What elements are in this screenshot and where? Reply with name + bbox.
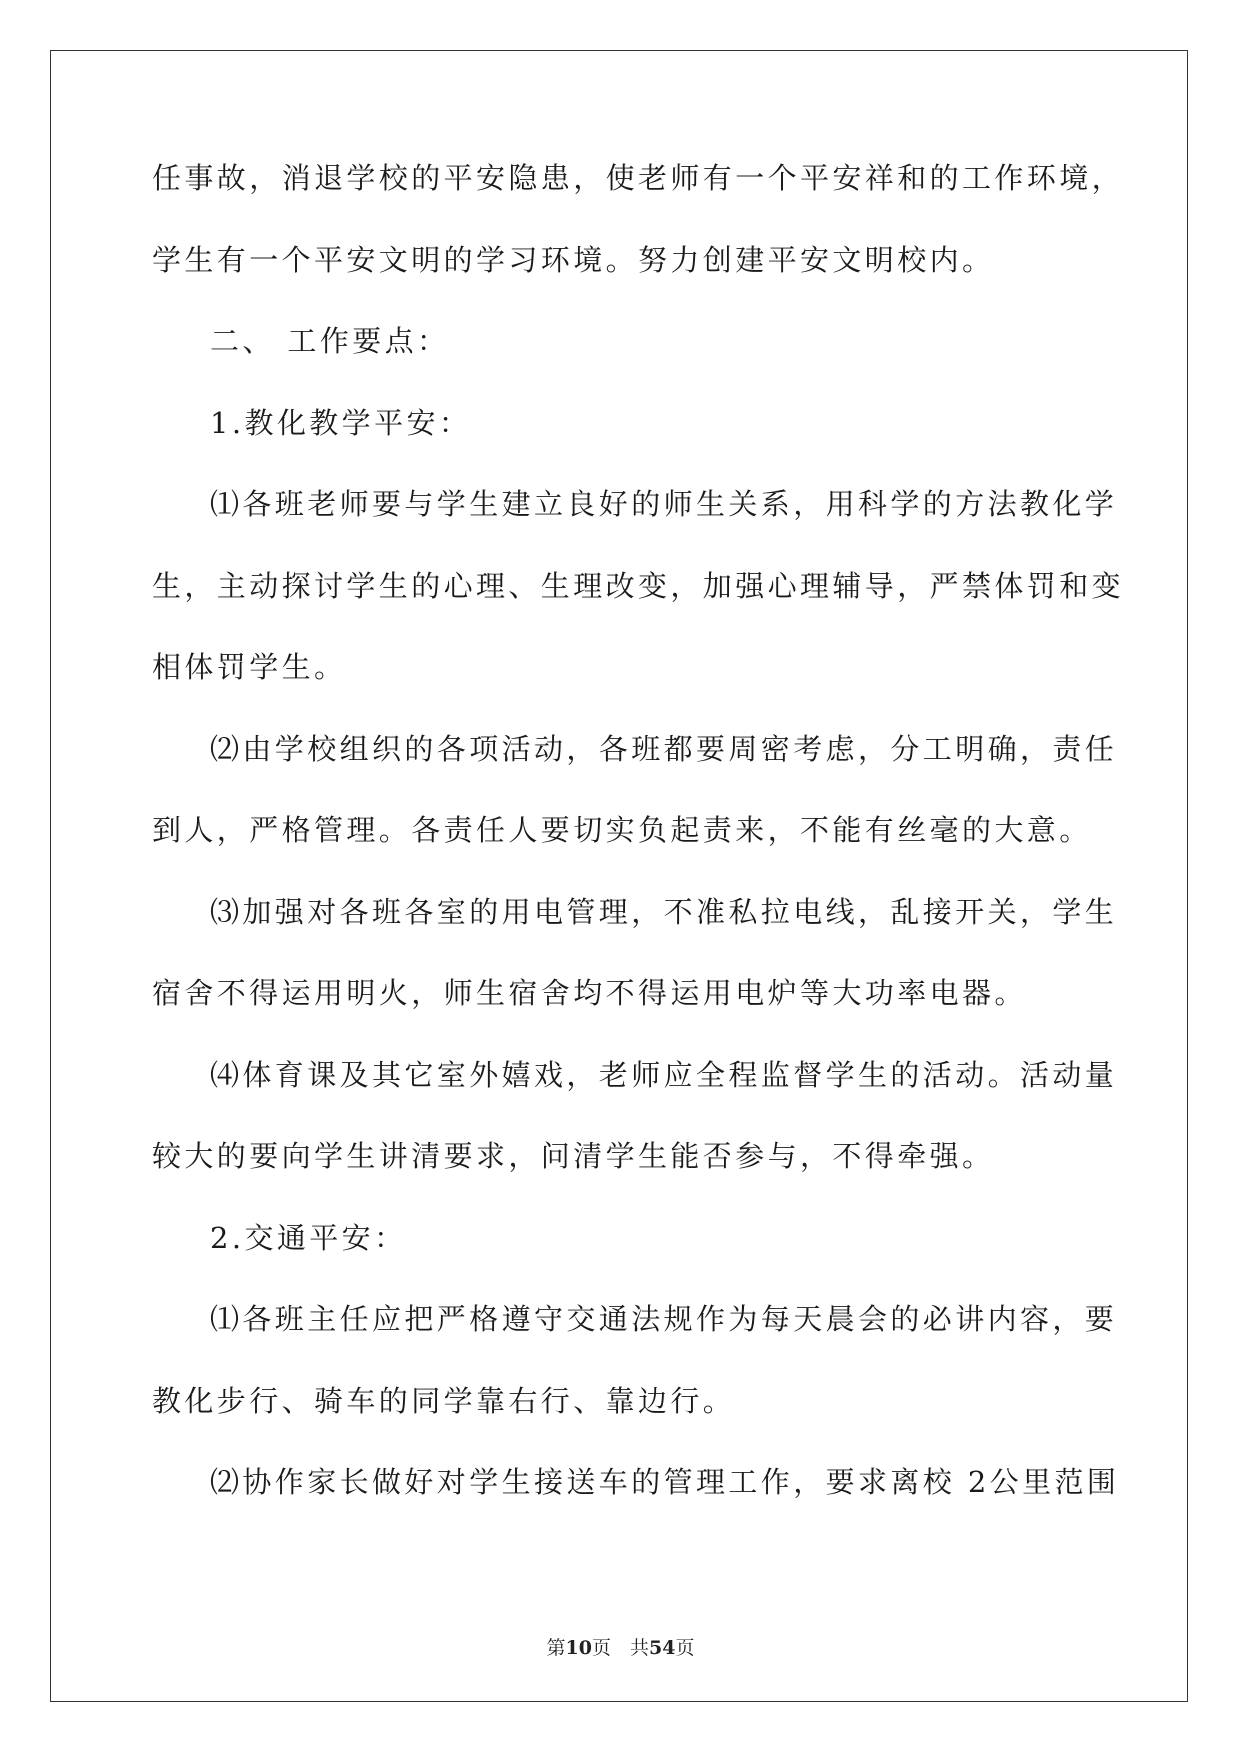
footer-prefix: 第 [546, 1637, 566, 1659]
current-page-number: 10 [565, 1637, 592, 1659]
document-body [152, 158, 1125, 1544]
text-line: 到人，严格管理。各责任人要切实负起责来，不能有丝毫的大意。 [152, 813, 1092, 847]
text-line: 宿舍不得运用明火，师生宿舍均不得运用电炉等大功率电器。 [152, 976, 1027, 1010]
footer-middle: 页 共 [591, 1637, 649, 1659]
text-line: 学生有一个平安文明的学习环境。努力创建平安文明校内。 [152, 242, 995, 277]
text-line: 较大的要向学生讲清要求，问清学生能否参与，不得牵强。 [152, 1139, 995, 1173]
text-line: ⑶加强对各班各室的用电管理，不准私拉电线，乱接开关，学生 [210, 894, 1118, 929]
text-line: 教化步行、骑车的同学靠右行、靠边行。 [152, 1383, 736, 1418]
text-line: ⑴各班主任应把严格遵守交通法规作为每天晨会的必讲内容，要 [210, 1302, 1118, 1336]
subsection-heading: 2.交通平安： [210, 1220, 407, 1255]
text-line: 生，主动探讨学生的心理、生理改变，加强心理辅导，严禁体罚和变 [152, 568, 1125, 603]
footer-suffix: 页 [675, 1637, 695, 1659]
total-page-number: 54 [649, 1637, 676, 1659]
text-line: 任事故，消退学校的平安隐患，使老师有一个平安祥和的工作环境， [152, 161, 1125, 195]
text-line: ⑵由学校组织的各项活动，各班都要周密考虑，分工明确，责任 [210, 731, 1118, 766]
page-footer [0, 1636, 1241, 1660]
subsection-heading: 1.教化教学平安： [210, 405, 472, 440]
text-line: ⑵协作家长做好对学生接送车的管理工作，要求离校 2公里范围 [210, 1465, 1120, 1499]
text-line: ⑴各班老师要与学生建立良好的师生关系，用科学的方法教化学 [210, 487, 1118, 521]
text-line: ⑷体育课及其它室外嬉戏，老师应全程监督学生的活动。活动量 [210, 1057, 1118, 1092]
text-line: 相体罚学生。 [152, 650, 347, 684]
section-heading: 二、 工作要点： [210, 324, 450, 358]
